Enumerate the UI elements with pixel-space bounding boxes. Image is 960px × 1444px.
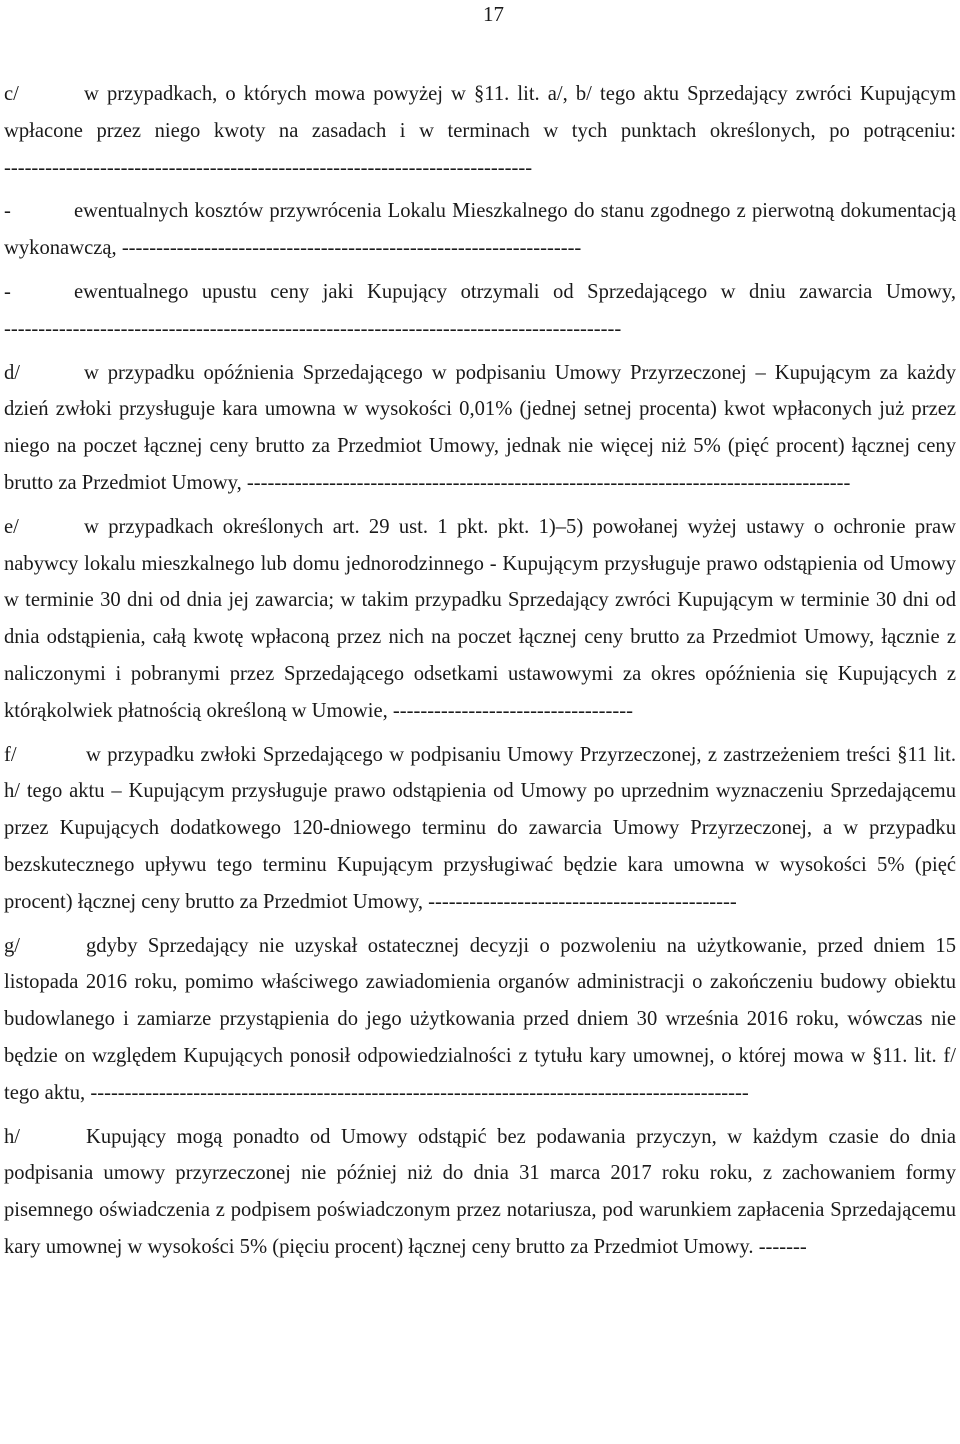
clause-text: ewentualnego upustu ceny jaki Kupujący otrzymali od Sprzedającego w dniu zawarcia Umowy,: [74, 280, 956, 303]
clause-dash-2: [4, 274, 956, 348]
clause-text: w przypadku opóźnienia Sprzedającego w podpisaniu Umowy Przyrzeczonej – Kupującym za każdy dzień zwłoki przysługuje kara umowna w wysokości 0,01% (jednej setnej procenta) kwot wpłaconych już przez niego na poczet łącznej ceny brutto za Przedmiot Umowy, jednak nie więcej niż 5% (pięć procent) łącznej ceny brutto za Przedmiot Umowy,: [4, 361, 956, 494]
clause-marker: f/: [4, 743, 17, 766]
clause-text: gdyby Sprzedający nie uzyskał ostatecznej decyzji o pozwoleniu na użytkowanie, przed dniem 15 listopada 2016 roku, pomimo właściwego zawiadomienia organów administracji o zakończeniu budowy obiektu budowlanego i zamiarze przystąpienia do jego użytkowania przed dniem 30 września 2016 roku, wówczas nie będzie on względem Kupujących ponosił odpowiedzialności z tytułu kary umownej, o której mowa w §11. lit. f/ tego aktu,: [4, 934, 956, 1104]
dash-fill: -----------------------------------: [392, 699, 633, 722]
clause-d: [4, 355, 956, 502]
document-body: [4, 76, 956, 1273]
clause-marker: c/: [4, 83, 19, 105]
dash-fill: ----------------------------------------------------------------------------------------: [246, 471, 851, 494]
clause-marker: g/: [4, 934, 21, 957]
page-number: 17: [483, 2, 504, 26]
clause-marker: h/: [4, 1125, 21, 1148]
clause-text: w przypadkach, o których mowa powyżej w §11. lit. a/, b/ tego aktu Sprzedający zwróci Kupującym wpłacone przez niego kwoty na zasadach i w terminach w tych punktach określonych, po potrąceniu:: [4, 83, 956, 142]
clause-marker: e/: [4, 515, 19, 538]
clause-marker: -: [4, 200, 11, 223]
clause-marker: -: [4, 280, 11, 303]
dash-fill: ------------------------------------------------------------------------------------------: [4, 317, 622, 340]
clause-text: w przypadkach określonych art. 29 ust. 1 pkt. pkt. 1)–5) powołanej wyżej ustawy o ochronie praw nabywcy lokalu mieszkalnego lub domu jednorodzinnego - Kupującym przysługuje prawo odstąpienia od Umowy w terminie 30 dni od dnia jej zawarcia; w takim przypadku Sprzedający zwróci Kupującym w terminie 30 dni od dnia odstąpienia, całą kwotę wpłaconą przez nich na poczet łącznej ceny brutto za Przedmiot Umowy, łącznie z naliczonymi i pobranymi przez Sprzedającego odsetkami ustawowymi za okres opóźnienia się Kupujących z którąkolwiek płatnością określoną w Umowie,: [4, 515, 956, 722]
dash-fill: -------: [758, 1235, 807, 1258]
dash-fill: ------------------------------------------------------------------------------------------------: [90, 1081, 749, 1104]
clause-dash-1: [4, 193, 956, 267]
clause-text: w przypadku zwłoki Sprzedającego w podpisaniu Umowy Przyrzeczonej, z zastrzeżeniem treści §11 lit. h/ tego aktu – Kupującym przysługuje prawo odstąpienia od Umowy po uprzednim wyznaczeniu Sprzedającemu przez Kupujących dodatkowego 120-dniowego terminu do zawarcia Umowy Przyrzeczonej, a w przypadku bezskutecznego upływu tego terminu Kupującym przysługiwać będzie kara umowna w wysokości 5% (pięć procent) łącznej ceny brutto za Przedmiot Umowy,: [4, 743, 956, 913]
clause-g: [4, 928, 956, 1112]
clause-f: [4, 737, 956, 921]
dash-fill: -----------------------------------------------------------------------------: [4, 156, 533, 179]
clause-text: ewentualnych kosztów przywrócenia Lokalu Mieszkalnego do stanu zgodnego z pierwotną dokumentacją wykonawczą,: [4, 200, 956, 260]
clause-marker: d/: [4, 361, 21, 384]
dash-fill: -------------------------------------------------------------------: [121, 237, 582, 260]
dash-fill: ---------------------------------------------: [428, 890, 737, 913]
clause-c: [4, 76, 956, 186]
clause-h: [4, 1119, 956, 1266]
clause-e: [4, 509, 956, 730]
clause-text: Kupujący mogą ponadto od Umowy odstąpić bez podawania przyczyn, w każdym czasie do dnia podpisania umowy przyrzeczonej nie później niż do dnia 31 marca 2017 roku roku, z zachowaniem formy pisemnego oświadczenia z podpisem poświadczonym przez notariusza, pod warunkiem zapłacenia Sprzedającemu kary umownej w wysokości 5% (pięciu procent) łącznej ceny brutto za Przedmiot Umowy.: [4, 1125, 956, 1258]
